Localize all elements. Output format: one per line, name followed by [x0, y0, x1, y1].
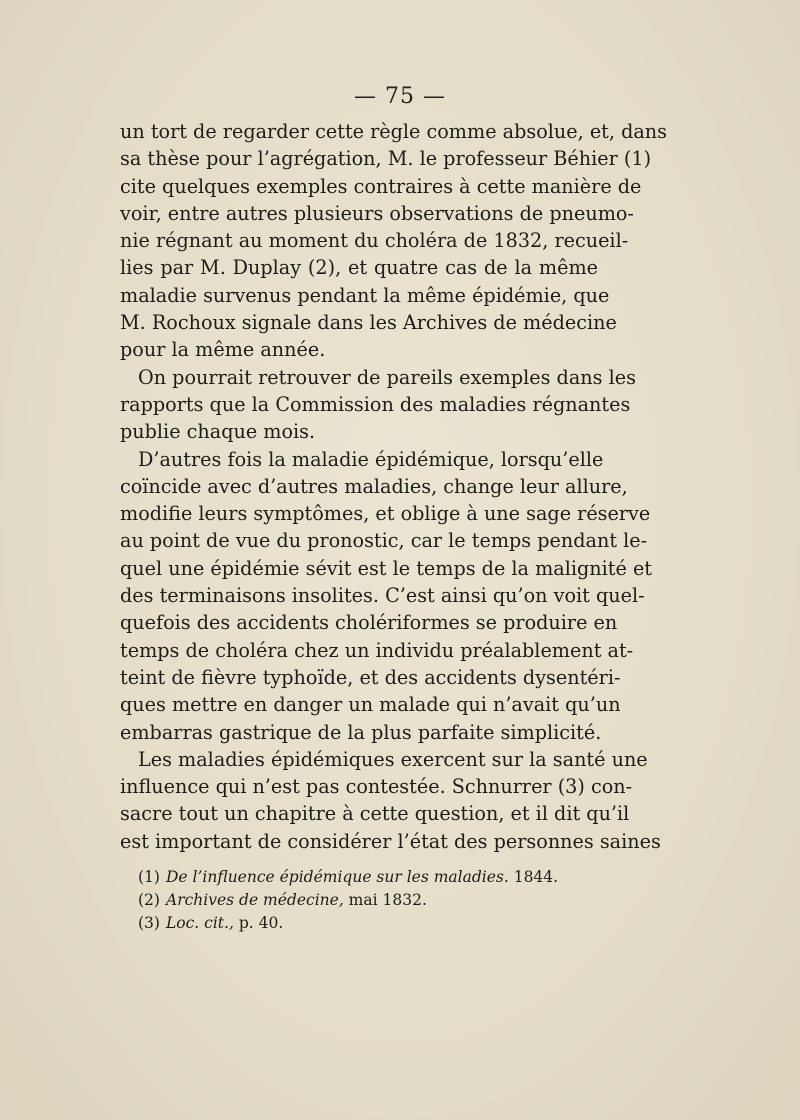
text-line: un tort de regarder cette règle comme absolue, et, dans: [120, 120, 668, 143]
footnote-mark: (1): [138, 868, 160, 886]
page-number: — 75 —: [354, 84, 446, 109]
text-line: publie chaque mois.: [120, 420, 316, 444]
footnote: [138, 889, 578, 912]
text-line: M. Rochoux signale dans les Archives de médecine: [120, 311, 617, 335]
footnote-detail: mai 1832.: [343, 891, 427, 909]
text-line: pour la même année.: [120, 338, 326, 362]
footnote-mark: (3): [138, 914, 160, 932]
text-line: rapports que la Commission des maladies régnantes: [120, 392, 631, 416]
text-line: ques mettre en danger un malade qui n’avait qu’un: [120, 693, 621, 717]
text-line: D’autres fois la maladie épidémique, lorsqu’elle: [138, 447, 604, 471]
text-line: temps de choléra chez un individu préalablement at-: [120, 638, 634, 662]
text-line: lies par M. Duplay (2), et quatre cas de la même: [120, 256, 598, 280]
footnote: [138, 866, 578, 889]
text-line: sa thèse pour l’agrégation, M. le professeur Béhier (1): [120, 147, 652, 171]
text-line: sacre tout un chapitre à cette question, et il dit qu’il: [120, 802, 630, 826]
text-line: nie régnant au moment du choléra de 1832, recueil-: [120, 229, 629, 253]
text-line: On pourrait retrouver de pareils exemples dans les: [138, 365, 636, 389]
footnote-title: Archives de médecine,: [166, 891, 344, 909]
footnote-detail: p. 40.: [233, 914, 284, 932]
text-line: au point de vue du pronostic, car le temps pendant le-: [120, 529, 648, 553]
footnotes: [138, 866, 578, 935]
text-line: Les maladies épidémiques exercent sur la santé une: [138, 747, 648, 771]
text-line: cite quelques exemples contraires à cette manière de: [120, 174, 642, 198]
text-line: modifie leurs symptômes, et oblige à une sage réserve: [120, 502, 651, 526]
text-line: teint de fièvre typhoïde, et des accidents dysentéri-: [120, 665, 621, 689]
text-line: embarras gastrique de la plus parfaite simplicité.: [120, 720, 602, 744]
text-line: coïncide avec d’autres maladies, change leur allure,: [120, 474, 628, 498]
footnote-mark: (2): [138, 891, 160, 909]
text-line: des terminaisons insolites. C’est ainsi qu’on voit quel-: [120, 584, 645, 608]
footnote-title: De l’influence épidémique sur les maladies.: [166, 868, 509, 886]
text-line: quel une épidémie sévit est le temps de la malignité et: [120, 556, 653, 580]
text-line: maladie survenus pendant la même épidémie, que: [120, 283, 610, 307]
footnote-title: Loc. cit.,: [166, 914, 234, 932]
text-line: influence qui n’est pas contestée. Schnurrer (3) con-: [120, 775, 633, 799]
text-line: quefois des accidents cholériformes se produire en: [120, 611, 618, 635]
footnote: [138, 912, 578, 935]
text-line: est important de considérer l’état des personnes saines: [120, 829, 661, 853]
body-text: [120, 118, 668, 855]
text-line: voir, entre autres plusieurs observations de pneumo-: [120, 201, 634, 225]
footnote-detail: 1844.: [508, 868, 559, 886]
